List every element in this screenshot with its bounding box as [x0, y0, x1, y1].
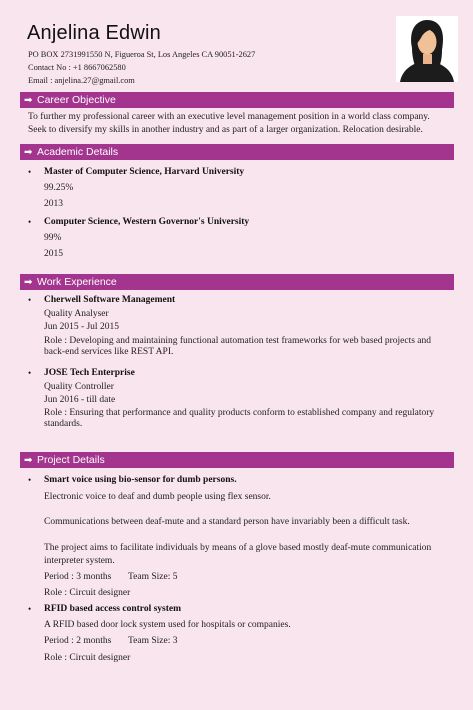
- work-title: Quality Controller: [44, 382, 114, 392]
- academic-score: 99%: [44, 233, 62, 243]
- project-desc-line-1: A RFID based door lock system used for hospitals or companies.: [44, 620, 291, 630]
- objective-line-1: To further my professional career with an executive level management position in a world class company.: [28, 112, 430, 122]
- arrow-right-icon: ➡: [24, 95, 33, 106]
- work-title: Quality Analyser: [44, 309, 109, 319]
- objective-line-2: Seek to diversify my skills in another industry and as part of a larger organization. Relocation desirable.: [28, 125, 423, 135]
- bullet-icon: •: [28, 167, 32, 177]
- project-role: Role : Circuit designer: [44, 653, 131, 663]
- work-role-line-2: back-end services like REST API.: [44, 347, 174, 357]
- project-title: RFID based access control system: [44, 604, 182, 614]
- contact-number: Contact No : +1 8667062580: [28, 63, 126, 72]
- candidate-name: Anjelina Edwin: [27, 22, 161, 44]
- project-desc-line-1: Electronic voice to deaf and dumb people using flex sensor.: [44, 492, 271, 502]
- section-title: Career Objective: [37, 94, 116, 106]
- bullet-icon: •: [28, 604, 32, 614]
- project-desc-line-2: Communications between deaf-mute and a standard person have invariably been a difficult task.: [44, 517, 410, 527]
- work-company: JOSE Tech Enterprise: [44, 368, 135, 378]
- bullet-icon: •: [28, 475, 32, 485]
- section-work-experience: [20, 274, 454, 290]
- work-role-line-1: Role : Ensuring that performance and quality products conform to established company and regulatory: [44, 408, 435, 418]
- project-desc-line-4: interpreter system.: [44, 556, 115, 566]
- project-team-size: Team Size: 3: [128, 636, 178, 646]
- section-title: Project Details: [37, 454, 105, 466]
- section-title: Academic Details: [37, 146, 119, 158]
- arrow-right-icon: ➡: [24, 277, 33, 288]
- academic-degree: Computer Science, Western Governor's University: [44, 217, 250, 227]
- bullet-icon: •: [28, 368, 32, 378]
- arrow-right-icon: ➡: [24, 147, 33, 158]
- project-period: Period : 2 months: [44, 636, 112, 646]
- address: PO BOX 2731991550 N, Figueroa St, Los Angeles CA 90051-2627: [28, 50, 256, 59]
- arrow-right-icon: ➡: [24, 455, 33, 466]
- email: Email : anjelina.27@gmail.com: [28, 76, 135, 85]
- project-role: Role : Circuit designer: [44, 588, 131, 598]
- bullet-icon: •: [28, 295, 32, 305]
- work-period: Jun 2016 - till date: [44, 395, 116, 405]
- work-company: Cherwell Software Management: [44, 295, 176, 305]
- profile-photo: [396, 16, 458, 82]
- work-role-line-2: standards.: [44, 419, 83, 429]
- academic-degree: Master of Computer Science, Harvard University: [44, 167, 245, 177]
- academic-year: 2013: [44, 199, 63, 209]
- project-team-size: Team Size: 5: [128, 572, 178, 582]
- section-title: Work Experience: [37, 276, 117, 288]
- work-role-line-1: Role : Developing and maintaining functional automation test frameworks for web based projects and: [44, 336, 432, 346]
- project-title: Smart voice using bio-sensor for dumb persons.: [44, 475, 237, 485]
- section-career-objective: [20, 92, 454, 108]
- section-academic-details: [20, 144, 454, 160]
- academic-year: 2015: [44, 249, 63, 259]
- bullet-icon: •: [28, 217, 32, 227]
- section-project-details: [20, 452, 454, 468]
- project-desc-line-3: The project aims to facilitate individuals by means of a glove based mostly deaf-mute communication: [44, 543, 432, 553]
- work-period: Jun 2015 - Jul 2015: [44, 322, 119, 332]
- project-period: Period : 3 months: [44, 572, 112, 582]
- academic-score: 99.25%: [44, 183, 74, 193]
